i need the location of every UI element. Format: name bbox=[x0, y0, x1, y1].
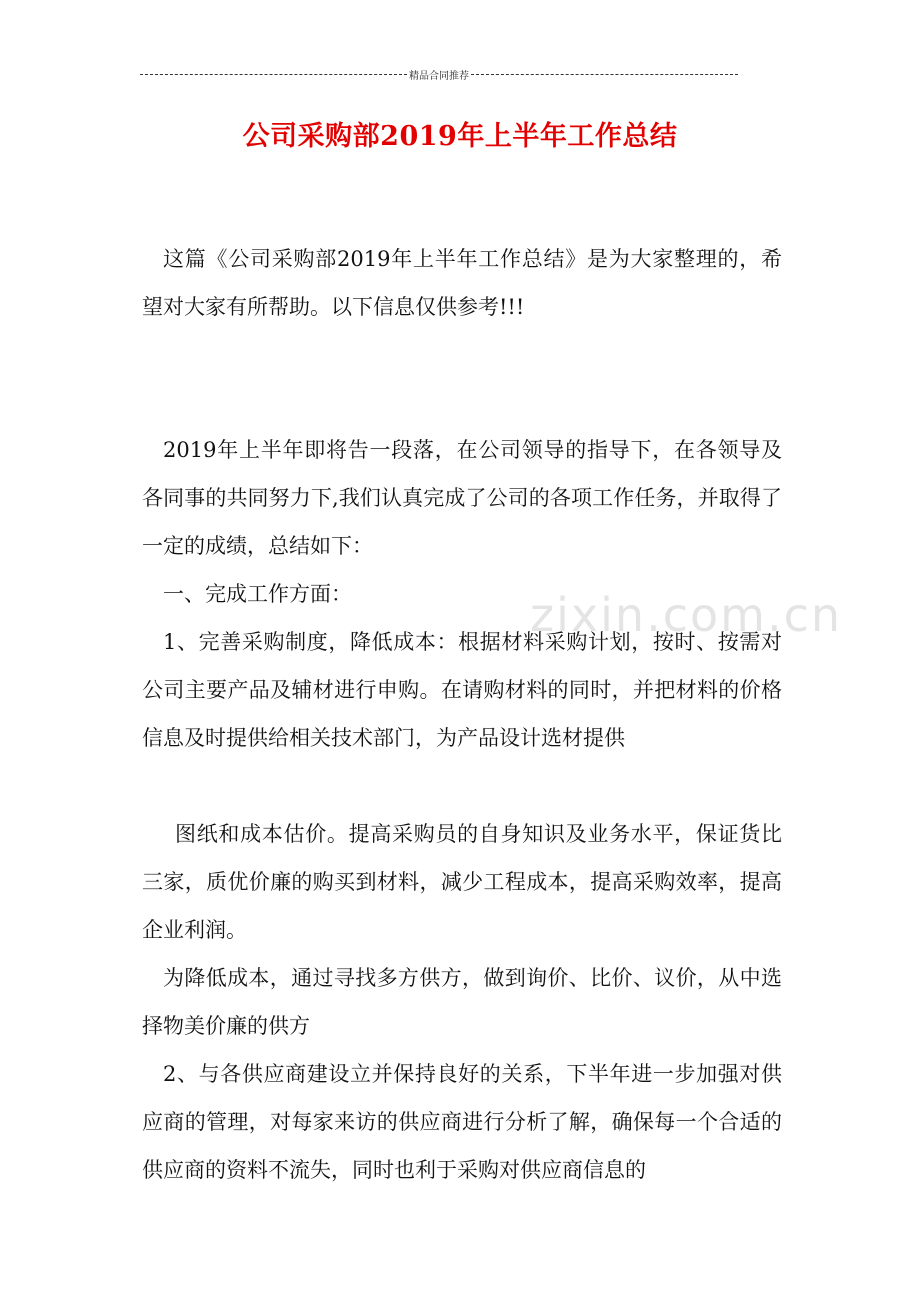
item1-continued-paragraph: 图纸和成本估价。提高采购员的自身知识及业务水平，保证货比三家，质优价廉的购买到材料，减少工程成本，提高采购效率，提高企业利润。 bbox=[142, 822, 782, 942]
section-heading: 一、完成工作方面： bbox=[163, 582, 352, 606]
header-label: 精品合同推荐 bbox=[409, 70, 469, 82]
summary-paragraph: 2019年上半年即将告一段落，在公司领导的指导下，在各领导及各同事的共同努力下,我们认真完成了公司的各项工作任务，并取得了一定的成绩，总结如下： bbox=[142, 438, 782, 558]
header-rule bbox=[140, 66, 738, 82]
watermark: zixin.com.cn bbox=[530, 588, 843, 642]
header-dash-left bbox=[140, 74, 407, 75]
cost-reduction-paragraph: 为降低成本，通过寻找多方供方，做到询价、比价、议价，从中选择物美价廉的供方 bbox=[142, 966, 782, 1038]
item1-paragraph: 1、完善采购制度，降低成本：根据材料采购计划，按时、按需对公司主要产品及辅材进行申购。在请购材料的同时，并把材料的价格信息及时提供给相关技术部门，为产品设计选材提供 bbox=[142, 630, 782, 750]
item2-paragraph: 2、与各供应商建设立并保持良好的关系，下半年进一步加强对供应商的管理，对每家来访的供应商进行分析了解，确保每一个合适的供应商的资料不流失，同时也利于采购对供应商信息的 bbox=[142, 1062, 782, 1182]
header-dash-right bbox=[471, 74, 738, 75]
document-title: 公司采购部2019年上半年工作总结 bbox=[242, 121, 678, 152]
intro-paragraph: 这篇《公司采购部2019年上半年工作总结》是为大家整理的，希望对大家有所帮助。以下信息仅供参考!!! bbox=[142, 247, 782, 319]
